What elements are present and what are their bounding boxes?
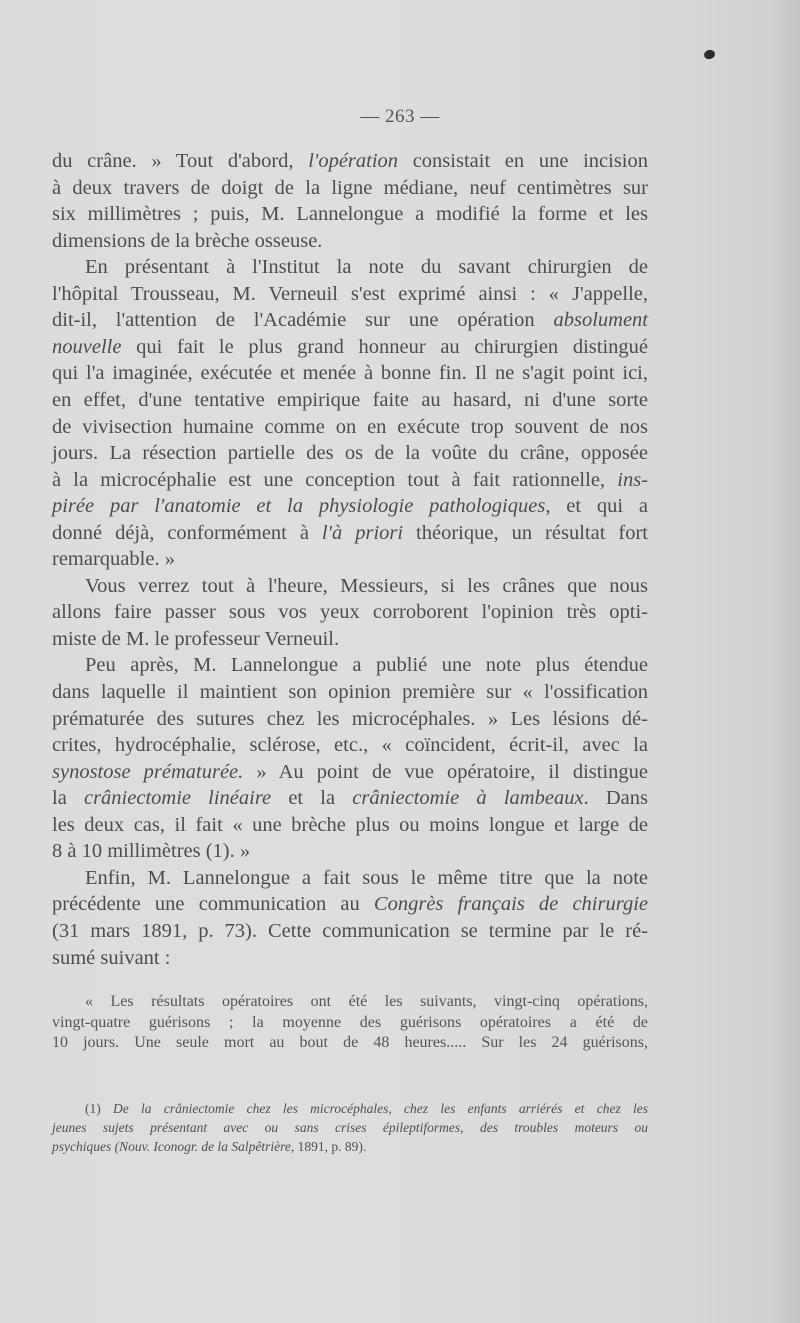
text-line (52, 175, 648, 201)
italic-text: crâniectomie à lambeaux (352, 787, 584, 810)
text: jours. La résection partielle des os de la voûte du crâne, opposée (52, 442, 648, 465)
text: Vous verrez tout à l'heure, Messieurs, si les crânes que nous (85, 574, 648, 597)
quote-line: 10 jours. Une seule mort au bout de 48 heures..... Sur les 24 guérisons, (52, 1034, 648, 1051)
text: prématurée des sutures chez les microcéphales. » Les lésions dé- (52, 707, 648, 730)
text: miste de M. le professeur Verneuil. (52, 627, 340, 650)
italic-text: absolument (553, 309, 648, 332)
text: dit-il, l'attention de l'Académie sur une opération (52, 309, 554, 332)
text: théorique, un résultat fort (403, 521, 648, 544)
text-line (52, 201, 648, 227)
text: crites, hydrocéphalie, sclérose, etc., « coïncident, écrit-il, avec la (52, 734, 648, 757)
page-number: — 263 — (360, 106, 440, 127)
text: dans laquelle il maintient son opinion première sur « l'ossification (52, 681, 648, 703)
text: les deux cas, il fait « une brèche plus ou moins longue et large de (52, 813, 648, 836)
text-line (52, 838, 648, 864)
quote-line: vingt-quatre guérisons ; la moyenne des guérisons opératoires a été de (52, 1013, 648, 1031)
text: dimensions de la brèche osseuse. (52, 229, 323, 252)
italic-text: synostose prématurée. (52, 760, 244, 783)
text-line (52, 679, 648, 705)
text-line (52, 891, 648, 917)
text-line (52, 732, 648, 758)
text-line (52, 812, 648, 838)
italic-text: nouvelle (52, 335, 122, 358)
text: la (52, 787, 84, 810)
text-line (52, 759, 648, 785)
text-line (52, 254, 648, 280)
text-line (52, 334, 648, 360)
text: allons faire passer sous vos yeux corroborent l'opinion très opti- (52, 601, 648, 624)
text-line (52, 652, 648, 678)
text: Enfin, M. Lannelongue a fait sous le même titre que la note (85, 866, 648, 889)
italic-text: l'opération (308, 150, 399, 172)
text-line (52, 414, 648, 440)
quote-line: « Les résultats opératoires ont été les suivants, vingt-cinq opérations, (85, 993, 648, 1010)
text-line (52, 307, 648, 333)
text-line (52, 573, 648, 599)
text: donné déjà, conformément à (52, 521, 322, 544)
text-line (52, 785, 648, 811)
text: Peu après, M. Lannelongue a publié une note plus étendue (85, 654, 648, 677)
text-line (52, 945, 648, 971)
text: et la (271, 787, 353, 810)
text-line (52, 546, 648, 572)
italic-text: pirée par l'anatomie et la physiologie pathologiques (52, 495, 546, 518)
text: sumé suivant : (52, 946, 171, 969)
text-line (52, 281, 648, 307)
text-line (52, 467, 648, 493)
text-line (52, 493, 648, 519)
text: l'hôpital Trousseau, M. Verneuil s'est exprimé ainsi : « J'appelle, (52, 282, 648, 305)
text: du crâne. » Tout d'abord, (52, 150, 309, 172)
footnote-line (52, 1100, 648, 1118)
text-line (52, 148, 648, 174)
text: six millimètres ; puis, M. Lannelongue a modifié la forme et les (52, 203, 648, 226)
italic-text: De la crâniectomie chez les microcéphales, chez les enfants arriérés et chez les (113, 1101, 648, 1116)
ink-blot (703, 49, 716, 61)
text: . Dans (583, 787, 648, 810)
text: à la microcéphalie est une conception tout à fait rationnelle, (52, 468, 618, 491)
text-line (52, 520, 648, 546)
text: 1891, p. 89). (294, 1139, 367, 1155)
footnote-line (52, 1119, 648, 1137)
text-line (52, 228, 648, 254)
footnote-line (52, 1138, 648, 1156)
italic-text: psychiques (Nouv. Iconogr. de la Salpêtrière, (52, 1139, 295, 1155)
text: consistait en une incision (398, 150, 648, 172)
text-line (52, 440, 648, 466)
text: (31 mars 1891, p. 73). Cette communication se termine par le ré- (52, 919, 648, 942)
italic-text: crâniectomie linéaire (83, 787, 272, 810)
text: en effet, d'une tentative empirique faite au hasard, ni d'une sorte (52, 388, 648, 411)
italic-text: Congrès français de chirurgie (373, 893, 648, 916)
text: qui l'a imaginée, exécutée et menée à bonne fin. Il ne s'agit point ici, (52, 362, 648, 385)
text: de vivisection humaine comme on en exécute trop souvent de nos (52, 415, 648, 438)
italic-text: ins- (617, 468, 648, 491)
text: » Au point de vue opératoire, il distingue (243, 760, 648, 783)
text-line (52, 626, 648, 652)
text-line (52, 706, 648, 732)
text-line (52, 865, 648, 891)
text: précédente une communication au (52, 893, 374, 916)
text: 8 à 10 millimètres (1). » (52, 840, 251, 863)
footnote-marker: (1) (85, 1101, 114, 1116)
text-line (52, 918, 648, 944)
text: , et qui a (545, 495, 649, 518)
italic-text: l'à priori (321, 521, 404, 544)
text: à deux travers de doigt de la ligne médiane, neuf centimètres sur (52, 176, 648, 199)
text-line (52, 599, 648, 625)
text: En présentant à l'Institut la note du savant chirurgien de (85, 256, 648, 279)
text-line (52, 360, 648, 386)
text: qui fait le plus grand honneur au chirurgien distingué (121, 335, 648, 358)
text: remarquable. » (52, 548, 175, 571)
italic-text: jeunes sujets présentant avec ou sans crises épileptiformes, des troubles moteurs ou (52, 1120, 648, 1136)
text-line (52, 387, 648, 413)
